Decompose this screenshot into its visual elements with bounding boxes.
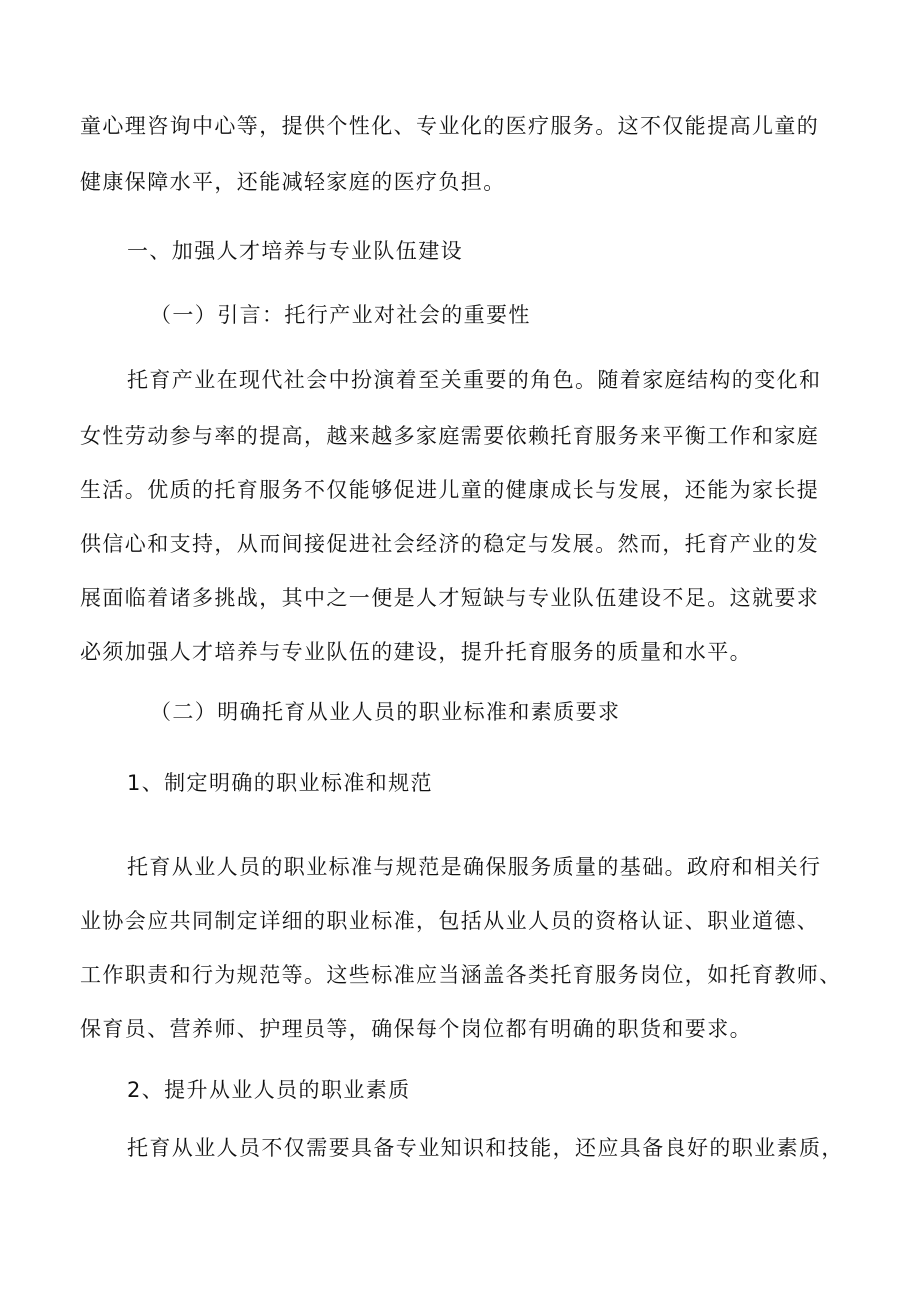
paragraph-line: 必须加强人才培养与专业队伍的建设，提升托育服务的质量和水平。 <box>80 640 752 664</box>
paragraph-line: 保育员、营养师、护理员等，确保每个岗位都有明确的职货和要求。 <box>80 1017 752 1041</box>
paragraph-line: 童心理咨询中心等，提供个性化、专业化的医疗服务。这不仅能提高儿童的 <box>80 114 820 138</box>
paragraph-line: 托育从业人员的职业标准与规范是确保服务质量的基础。政府和相关行 <box>127 855 822 879</box>
item-heading: 2、提升从业人员的职业素质 <box>127 1078 411 1102</box>
paragraph-line: 女性劳动参与率的提高，越来越多家庭需要依赖托育服务来平衡工作和家庭 <box>80 424 820 448</box>
paragraph-line: 健康保障水平，还能减轻家庭的医疗负担。 <box>80 170 506 194</box>
subsection-heading: （一）引言：托行产业对社会的重要性 <box>150 303 531 327</box>
paragraph-line: 托育从业人员不仅需要具备专业知识和技能，还应具备良好的职业素质， <box>127 1136 844 1160</box>
subsection-heading: （二）明确托育从业人员的职业标准和素质要求 <box>150 700 621 724</box>
paragraph-line: 展面临着诸多挑战，其中之一便是人才短缺与专业队伍建设不足。这就要求 <box>80 586 820 610</box>
item-heading: 1、制定明确的职业标准和规范 <box>127 771 433 795</box>
paragraph-line: 生活。优质的托育服务不仅能够促进儿童的健康成长与发展，还能为家长提 <box>80 478 820 502</box>
paragraph-line: 供信心和支持，从而间接促进社会经济的稳定与发展。然而，托育产业的发 <box>80 532 820 556</box>
section-heading: 一、加强人才培养与专业队伍建设 <box>127 239 463 263</box>
paragraph-line: 工作职责和行为规范等。这些标准应当涵盖各类托育服务岗位，如托育教师、 <box>80 963 842 987</box>
paragraph-line: 业协会应共同制定详细的职业标准，包括从业人员的资格认证、职业道德、 <box>80 909 820 933</box>
paragraph-line: 托育产业在现代社会中扮演着至关重要的角色。随着家庭结构的变化和 <box>127 368 822 392</box>
